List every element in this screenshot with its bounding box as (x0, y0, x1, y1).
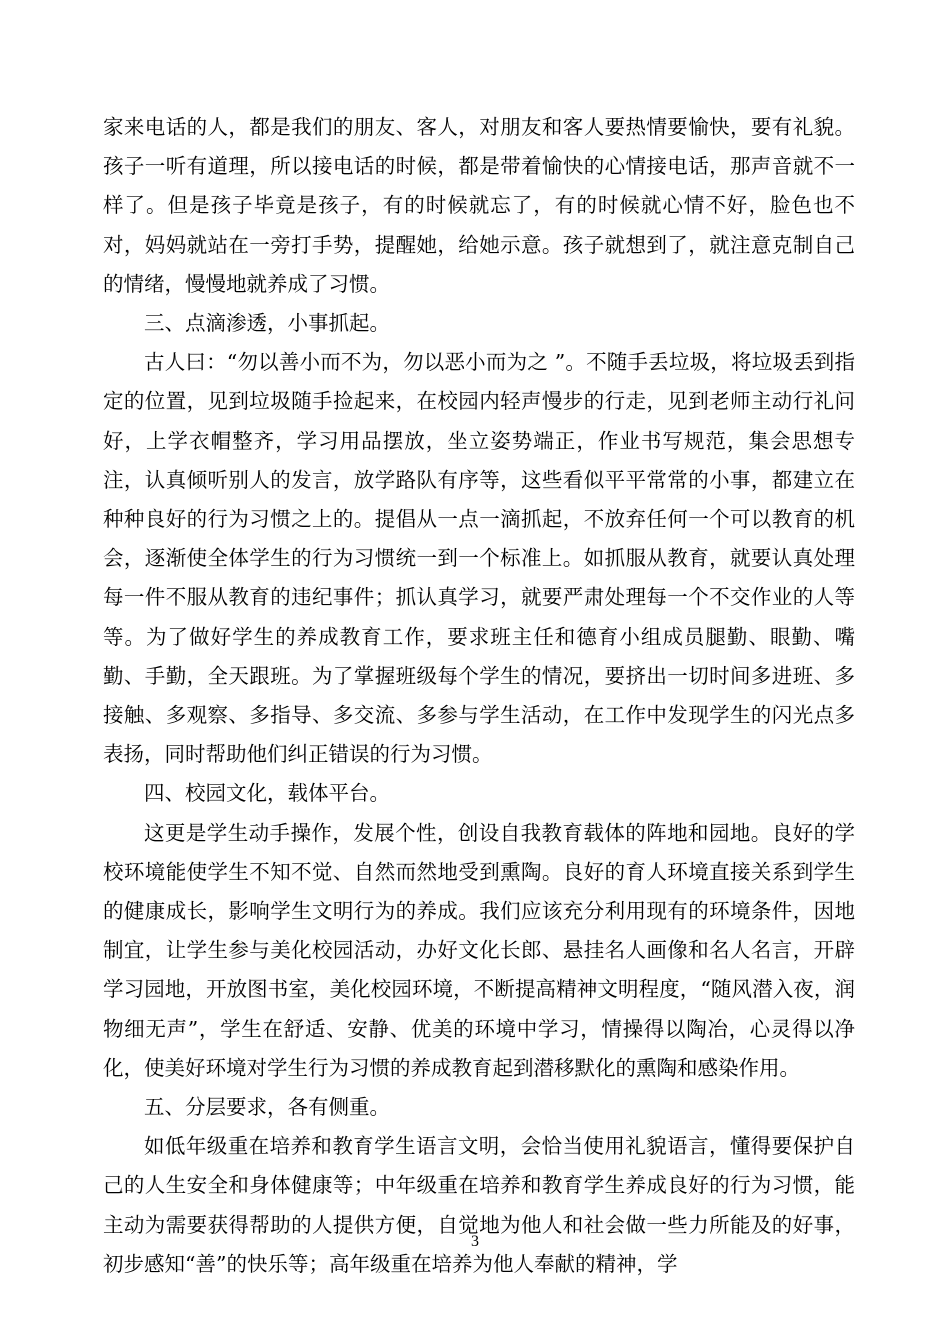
page-number: 3 (471, 1233, 479, 1250)
paragraph: 这更是学生动手操作，发展个性，创设自我教育载体的阵地和园地。良好的学校环境能使学生不知不觉、自然而然地受到熏陶。良好的育人环境直接关系到学生的健康成长，影响学生文明行为的养成。我们应该充分利用现有的环境条件，因地制宜，让学生参与美化校园活动，办好文化长郎、悬挂名人画像和名人名言，开辟学习园地，开放图书室，美化校园环境，不断提高精神文明程度，“随风潜入夜，润物细无声”，学生在舒适、安静、优美的环境中学习，情操得以陶冶，心灵得以净化，使美好环境对学生行为习惯的养成教育起到潜移默化的熏陶和感染作用。 (103, 820, 855, 1080)
section-heading-4: 四、校园文化，载体平台。 (144, 781, 390, 806)
section-heading-3: 三、点滴渗透，小事抓起。 (144, 311, 390, 336)
paragraph-continuation: 家来电话的人，都是我们的朋友、客人，对朋友和客人要热情要愉快，要有礼貌。孩子一听有道理，所以接电话的时候，都是带着愉快的心情接电话，那声音就不一样了。但是孩子毕竟是孩子，有的时候就忘了，有的时候就心情不好，脸色也不对，妈妈就站在一旁打手势，提醒她，给她示意。孩子就想到了，就注意克制自己的情绪，慢慢地就养成了习惯。 (103, 115, 855, 296)
paragraph: 古人曰：“勿以善小而不为，勿以恶小而为之 ”。不随手丢垃圾，将垃圾丢到指定的位置，见到垃圾随手捡起来，在校园内轻声慢步的行走，见到老师主动行礼问好，上学衣帽整齐，学习用品摆放，坐立姿势端正，作业书写规范，集会思想专注，认真倾听别人的发言，放学路队有序等，这些看似平平常常的小事，都建立在种种良好的行为习惯之上的。提倡从一点一滴抓起，不放弃任何一个可以教育的机会，逐渐使全体学生的行为习惯统一到一个标准上。如抓服从教育，就要认真处理每一件不服从教育的违纪事件；抓认真学习，就要严肃处理每一个不交作业的人等等。为了做好学生的养成教育工作，要求班主任和德育小组成员腿勤、眼勤、嘴勤、手勤，全天跟班。为了掌握班级每个学生的情况，要挤出一切时间多进班、多接触、多观察、多指导、多交流、多参与学生活动，在工作中发现学生的闪光点多表扬，同时帮助他们纠正错误的行为习惯。 (103, 350, 855, 767)
paragraph: 如低年级重在培养和教育学生语言文明，会恰当使用礼貌语言，懂得要保护自己的人生安全和身体健康等；中年级重在培养和教育学生养成良好的行为习惯，能主动为需要获得帮助的人提供方便，自觉地为他人和社会做一些力所能及的好事，初步感知“善”的快乐等；高年级重在培养为他人奉献的精神，学 (103, 1134, 855, 1276)
section-heading-5: 五、分层要求，各有侧重。 (144, 1095, 390, 1120)
document-body (103, 108, 855, 1284)
